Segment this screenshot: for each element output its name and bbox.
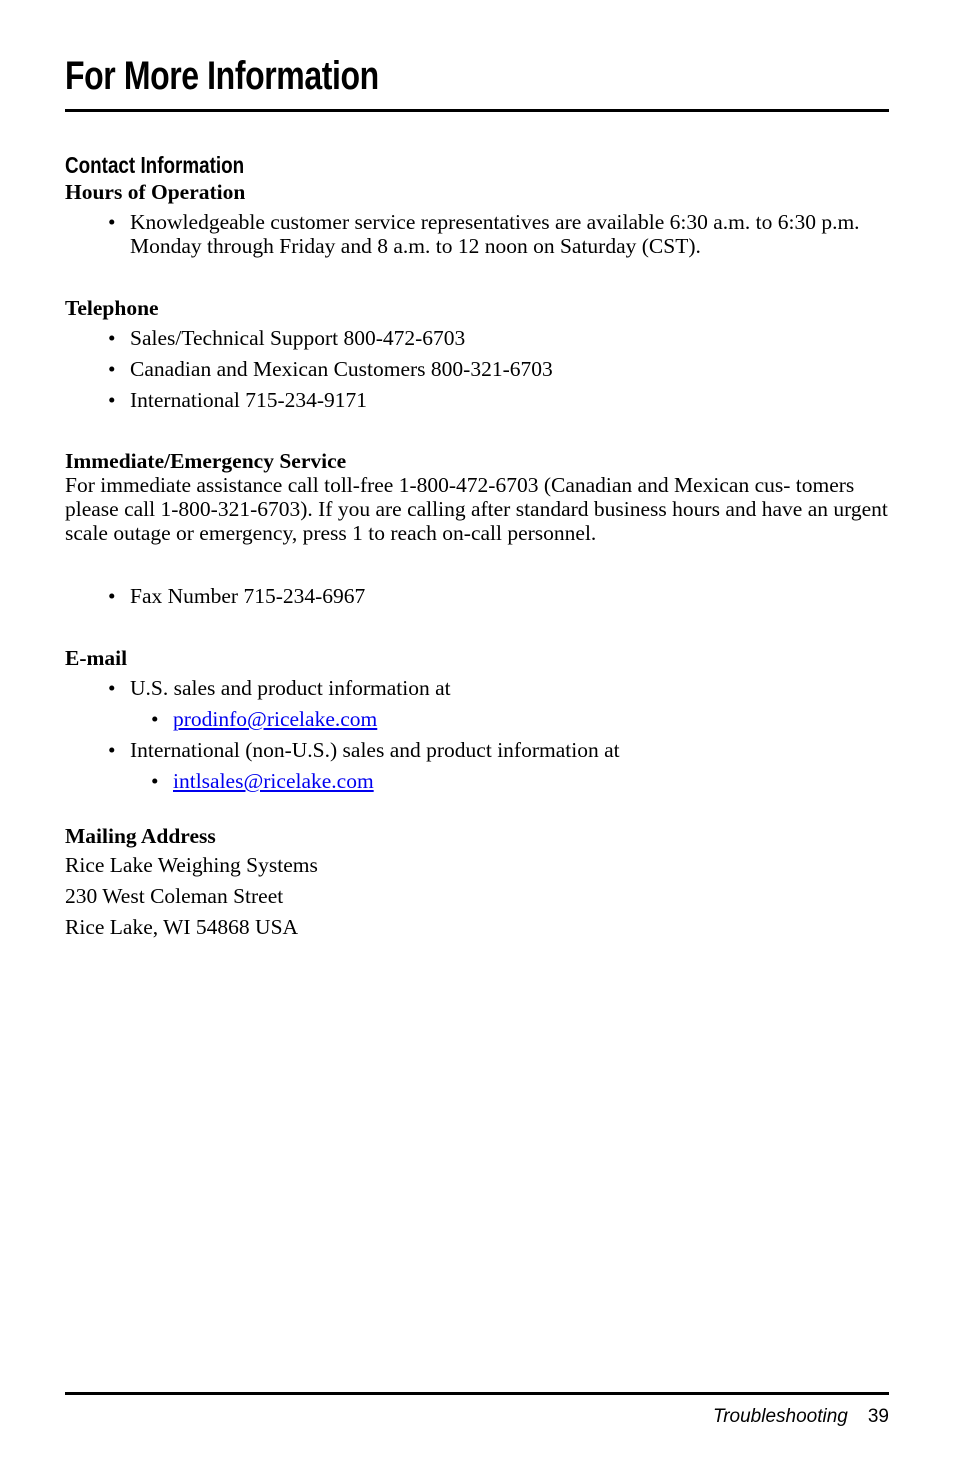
emergency-heading: Immediate/Emergency Service bbox=[65, 449, 347, 473]
phone-international: International 715-234-9171 bbox=[130, 388, 368, 412]
email-intl-link[interactable]: intlsales@ricelake.com bbox=[173, 769, 374, 793]
list-item bbox=[65, 357, 889, 381]
bullet: • bbox=[151, 769, 159, 793]
hours-text: Knowledgeable customer service representatives are available 6:30 a.m. to 6:30 p.m. Monday through Friday and 8 a.m. to 12 noon on Saturday (CST). bbox=[130, 210, 860, 258]
page-title: For More Information bbox=[65, 54, 379, 98]
bullet: • bbox=[108, 210, 116, 234]
contact-section bbox=[65, 150, 889, 943]
email-list bbox=[65, 676, 889, 793]
telephone-heading: Telephone bbox=[65, 296, 159, 320]
hours-list bbox=[65, 210, 889, 258]
list-item bbox=[65, 707, 889, 731]
bullet: • bbox=[108, 388, 116, 412]
email-us-label: U.S. sales and product information at bbox=[130, 676, 451, 700]
list-item bbox=[65, 707, 889, 731]
bullet: • bbox=[108, 357, 116, 381]
list-item bbox=[65, 388, 889, 412]
mailing-heading: Mailing Address bbox=[65, 824, 216, 848]
address-line: Rice Lake, WI 54868 USA bbox=[65, 915, 299, 939]
nested-list bbox=[65, 769, 889, 793]
page-footer bbox=[713, 1406, 889, 1428]
top-divider bbox=[65, 109, 889, 112]
list-item bbox=[65, 676, 889, 700]
fax-number: Fax Number 715-234-6967 bbox=[130, 584, 366, 608]
list-item bbox=[65, 738, 889, 762]
email-heading: E-mail bbox=[65, 646, 128, 670]
page-number: 39 bbox=[867, 1406, 889, 1427]
email-intl-label: International (non-U.S.) sales and product information at bbox=[130, 738, 620, 762]
email-us-link[interactable]: prodinfo@ricelake.com bbox=[173, 707, 378, 731]
emergency-text: For immediate assistance call toll-free 1-800-472-6703 (Canadian and Mexican cus- tomers please call 1-800-321-6703). If you are calling after standard business hours and have an urgent scale outage or emergency, press 1 to reach on-call personnel. bbox=[65, 473, 888, 545]
list-item bbox=[65, 769, 889, 793]
bullet: • bbox=[108, 738, 116, 762]
bullet: • bbox=[108, 584, 116, 608]
bullet: • bbox=[108, 326, 116, 350]
list-item bbox=[65, 326, 889, 350]
footer-section-name: Troubleshooting bbox=[713, 1406, 848, 1427]
nested-list bbox=[65, 707, 889, 731]
bullet: • bbox=[108, 676, 116, 700]
section-title: Contact Information bbox=[65, 152, 245, 178]
phone-sales: Sales/Technical Support 800-472-6703 bbox=[130, 326, 466, 350]
hours-heading: Hours of Operation bbox=[65, 180, 246, 204]
telephone-list bbox=[65, 326, 889, 412]
address-line: Rice Lake Weighing Systems bbox=[65, 853, 318, 877]
bottom-divider bbox=[65, 1392, 889, 1395]
list-item bbox=[65, 584, 889, 608]
mailing-address bbox=[65, 850, 889, 943]
address-line: 230 West Coleman Street bbox=[65, 884, 284, 908]
list-item bbox=[65, 210, 889, 258]
phone-canada-mexico: Canadian and Mexican Customers 800-321-6703 bbox=[130, 357, 553, 381]
bullet: • bbox=[151, 707, 159, 731]
fax-list bbox=[65, 584, 889, 608]
list-item bbox=[65, 769, 889, 793]
